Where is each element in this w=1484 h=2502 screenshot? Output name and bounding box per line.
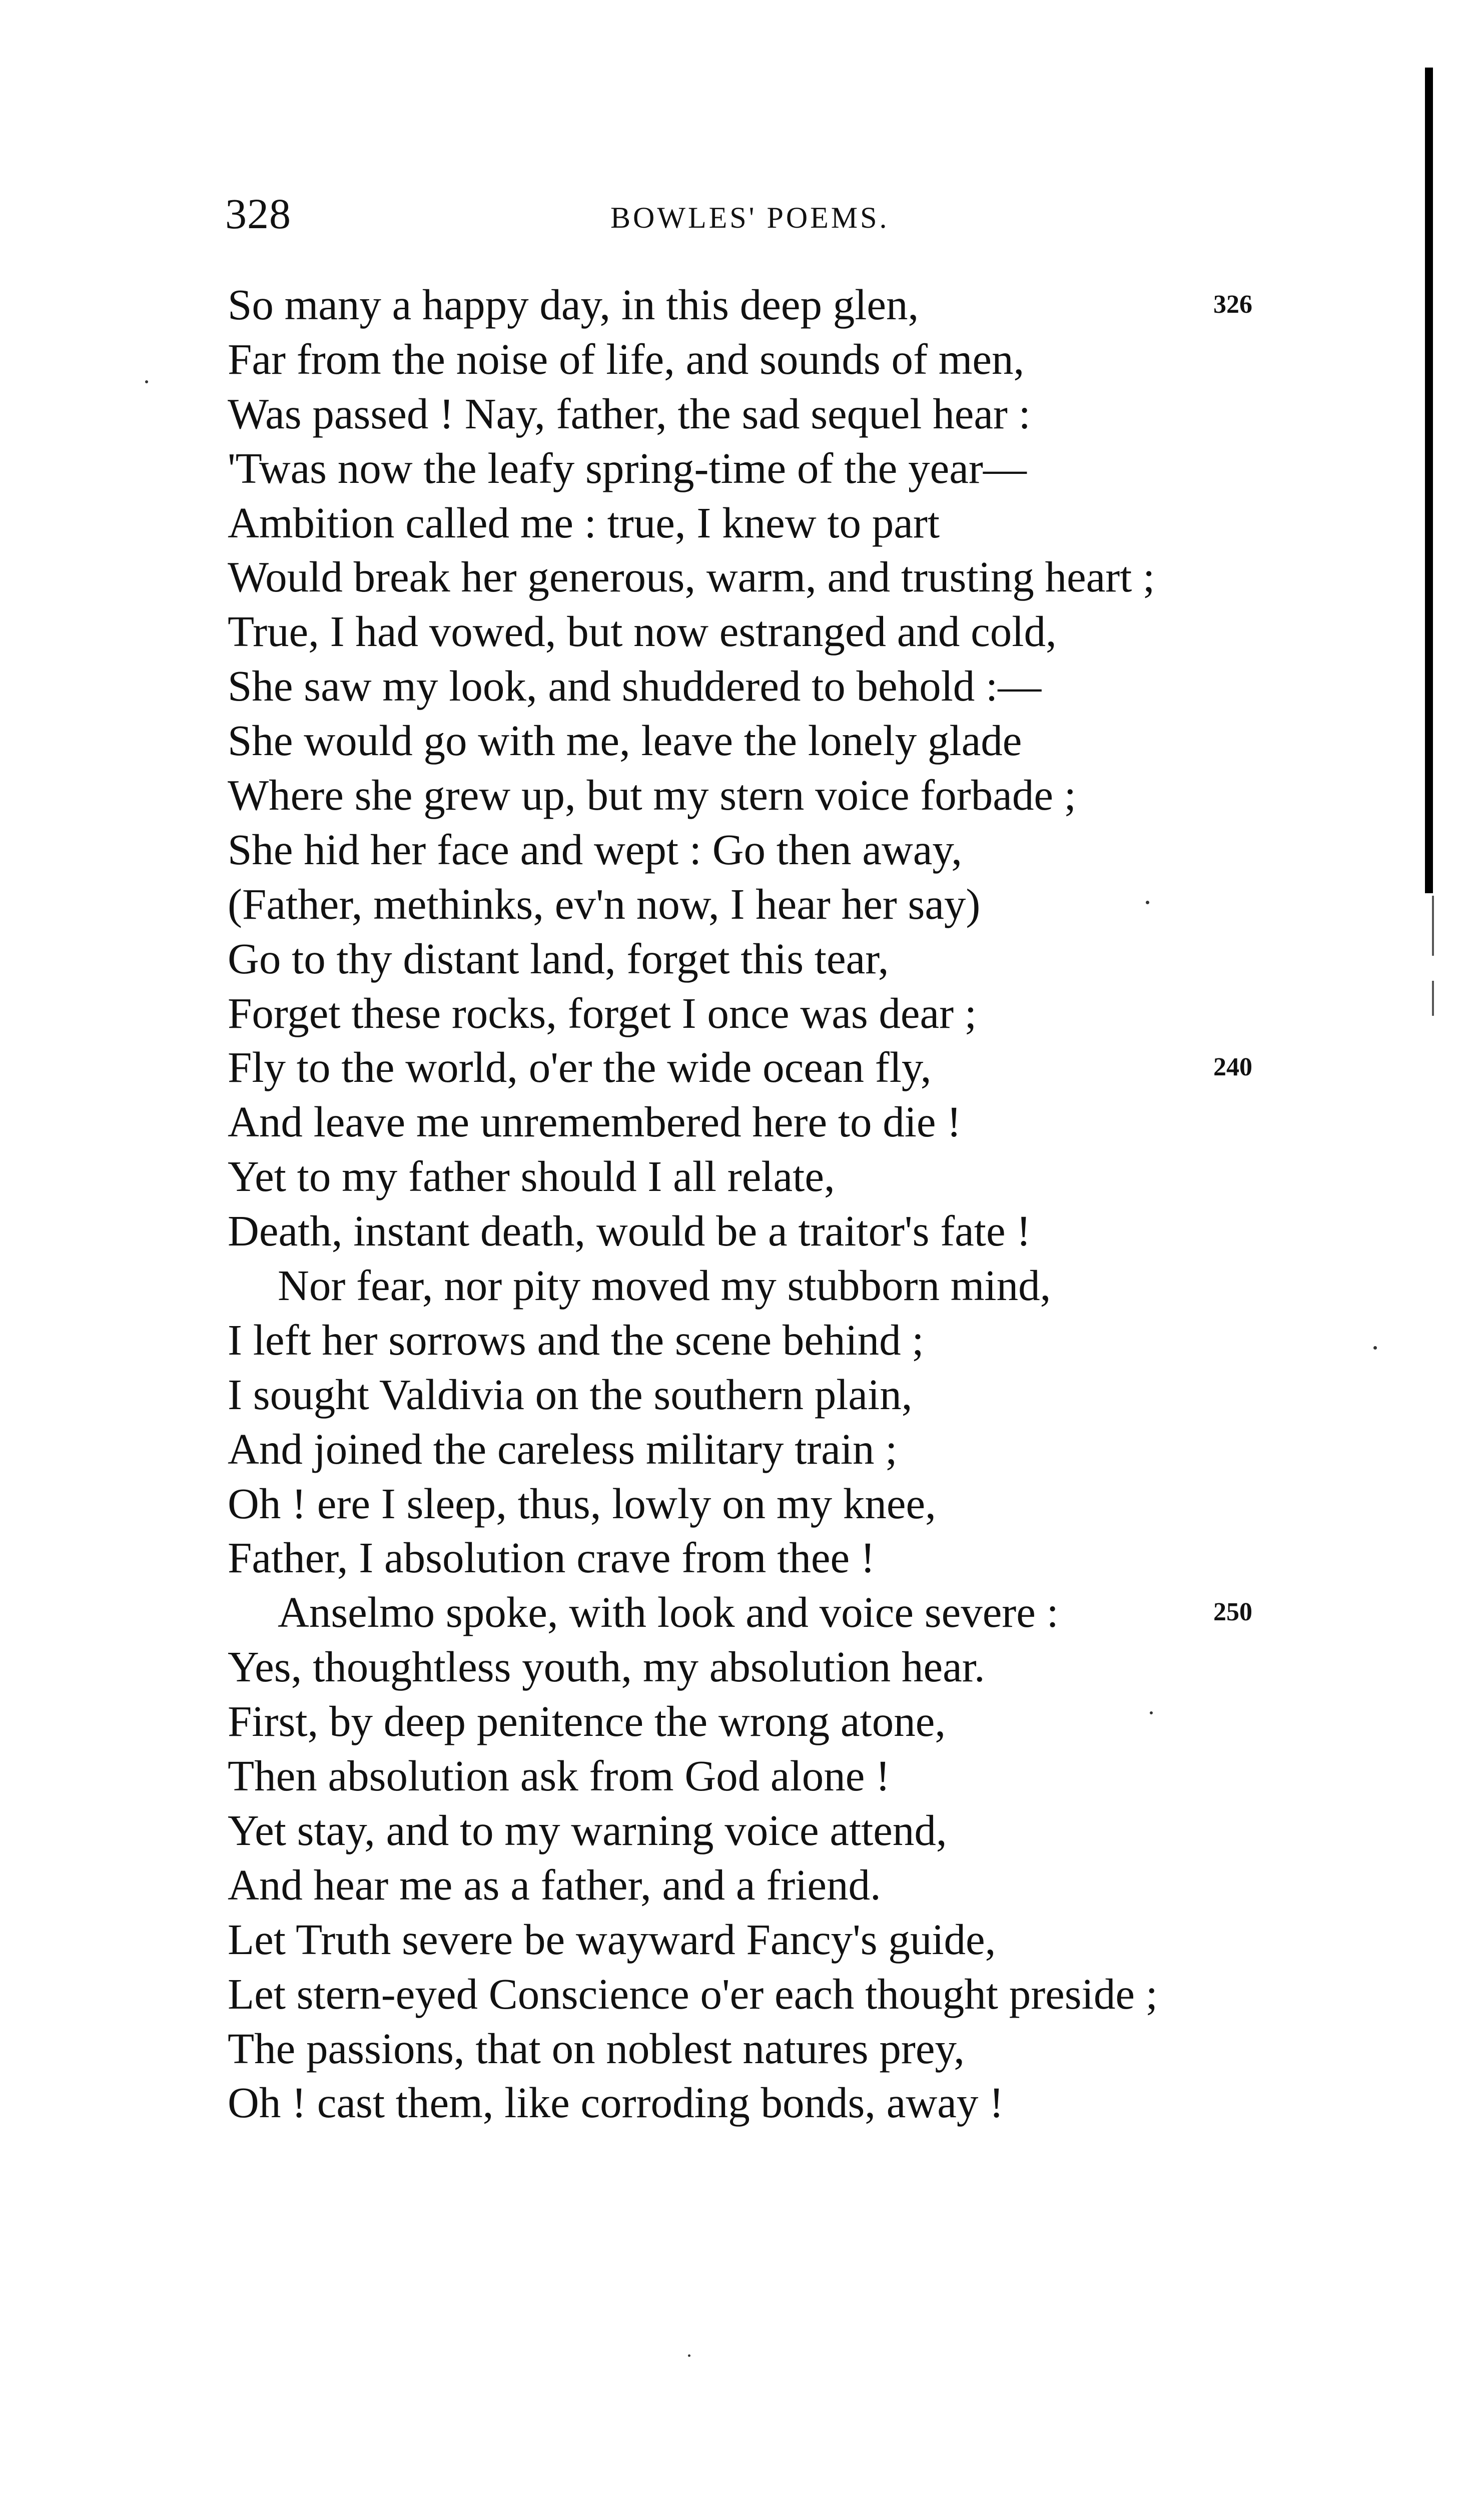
poem-line bbox=[228, 2022, 1303, 2076]
poem-line bbox=[228, 604, 1303, 659]
poem-line-text: She would go with me, leave the lonely glade bbox=[228, 716, 1022, 765]
poem-line-text: And leave me unremembered here to die ! bbox=[228, 1097, 962, 1146]
poem-line bbox=[228, 714, 1303, 768]
poem-line-text: Would break her generous, warm, and trusting heart ; bbox=[228, 552, 1155, 601]
poem-line bbox=[228, 1149, 1303, 1204]
scan-edge-mark bbox=[1432, 981, 1434, 1016]
poem-line bbox=[228, 441, 1303, 496]
poem-line bbox=[228, 768, 1303, 823]
poem-line-text: Yet stay, and to my warning voice attend, bbox=[228, 1805, 947, 1854]
poem-line-text: She hid her face and wept : Go then away, bbox=[228, 825, 962, 874]
scan-speck bbox=[1150, 1711, 1153, 1714]
poem-line bbox=[228, 1531, 1303, 1585]
scan-edge-bar bbox=[1425, 68, 1433, 893]
poem-line-text: I sought Valdivia on the southern plain, bbox=[228, 1370, 913, 1419]
poem-line bbox=[228, 1694, 1303, 1749]
poem-line-text: Father, I absolution crave from thee ! bbox=[228, 1533, 875, 1582]
poem-line bbox=[228, 1368, 1303, 1422]
poem-line-text: Anselmo spoke, with look and voice severe : bbox=[278, 1588, 1059, 1637]
running-title: BOWLES' POEMS. bbox=[610, 201, 890, 234]
poem-line-text: Where she grew up, but my stern voice forbade ; bbox=[228, 771, 1076, 820]
poem-line bbox=[228, 932, 1303, 986]
poem-line bbox=[228, 387, 1303, 441]
poem-line bbox=[228, 1095, 1303, 1149]
scan-speck bbox=[1146, 901, 1149, 904]
line-number: 250 bbox=[1213, 1598, 1252, 1627]
poem-line-text: The passions, that on noblest natures prey, bbox=[228, 2024, 965, 2073]
poem-text bbox=[228, 278, 1303, 2130]
poem-line-text: Forget these rocks, forget I once was dear ; bbox=[228, 988, 977, 1037]
poem-line-text: Was passed ! Nay, father, the sad sequel hear : bbox=[228, 389, 1031, 438]
poem-line-text: Oh ! ere I sleep, thus, lowly on my knee, bbox=[228, 1479, 936, 1528]
poem-line-text: Nor fear, nor pity moved my stubborn mind, bbox=[278, 1261, 1051, 1310]
poem-line-text: And joined the careless military train ; bbox=[228, 1424, 898, 1473]
poem-line bbox=[228, 823, 1303, 877]
poem-line-text: True, I had vowed, but now estranged and cold, bbox=[228, 607, 1057, 656]
poem-line bbox=[228, 1477, 1303, 1531]
poem-line bbox=[228, 332, 1303, 387]
poem-line bbox=[228, 1913, 1303, 1967]
poem-line-text: First, by deep penitence the wrong atone, bbox=[228, 1697, 946, 1746]
poem-line bbox=[228, 986, 1303, 1041]
poem-line-text: Death, instant death, would be a traitor's fate ! bbox=[228, 1206, 1031, 1256]
poem-line bbox=[228, 1204, 1303, 1259]
poem-line-text: I left her sorrows and the scene behind ; bbox=[228, 1315, 924, 1364]
scan-speck bbox=[1373, 1346, 1377, 1350]
poem-line-text: And hear me as a father, and a friend. bbox=[228, 1860, 881, 1909]
poem-line bbox=[228, 877, 1303, 932]
line-number: 240 bbox=[1213, 1053, 1252, 1082]
poem-line bbox=[228, 278, 1303, 332]
poem-line bbox=[228, 659, 1303, 714]
poem-line-text: Far from the noise of life, and sounds of men, bbox=[228, 334, 1025, 383]
poem-line-text: Ambition called me : true, I knew to part bbox=[228, 498, 940, 547]
scan-edge-mark bbox=[1432, 896, 1434, 956]
poem-line bbox=[228, 1967, 1303, 2022]
poem-line bbox=[228, 1422, 1303, 1477]
poem-line bbox=[228, 496, 1303, 550]
poem-line bbox=[228, 550, 1303, 604]
poem-line bbox=[228, 1640, 1303, 1694]
poem-line bbox=[228, 2076, 1303, 2130]
page-number: 328 bbox=[225, 190, 291, 238]
poem-line-text: Let Truth severe be wayward Fancy's guide, bbox=[228, 1915, 996, 1964]
poem-line bbox=[228, 1585, 1303, 1640]
poem-line-text: Yes, thoughtless youth, my absolution hear. bbox=[228, 1642, 985, 1691]
poem-line-text: Fly to the world, o'er the wide ocean fly, bbox=[228, 1043, 932, 1092]
scan-speck bbox=[145, 380, 148, 383]
poem-line-text: So many a happy day, in this deep glen, bbox=[228, 280, 919, 329]
poem-line bbox=[228, 1313, 1303, 1368]
poem-line-text: Oh ! cast them, like corroding bonds, away ! bbox=[228, 2078, 1004, 2127]
poem-line bbox=[228, 1749, 1303, 1803]
poem-line-text: Yet to my father should I all relate, bbox=[228, 1152, 835, 1201]
line-number: 326 bbox=[1213, 290, 1252, 319]
running-head bbox=[225, 186, 1301, 241]
poem-line-text: Then absolution ask from God alone ! bbox=[228, 1751, 891, 1800]
poem-line bbox=[228, 1259, 1303, 1313]
poem-line-text: (Father, methinks, ev'n now, I hear her say) bbox=[228, 879, 981, 928]
poem-line bbox=[228, 1040, 1303, 1095]
poem-line-text: She saw my look, and shuddered to behold :— bbox=[228, 662, 1042, 711]
poem-line bbox=[228, 1858, 1303, 1913]
poem-line bbox=[228, 1803, 1303, 1858]
scan-speck bbox=[688, 2354, 690, 2357]
poem-line-text: 'Twas now the leafy spring-time of the year— bbox=[228, 443, 1027, 492]
poem-line-text: Go to thy distant land, forget this tear, bbox=[228, 934, 889, 983]
poem-line-text: Let stern-eyed Conscience o'er each thought preside ; bbox=[228, 1969, 1158, 2018]
